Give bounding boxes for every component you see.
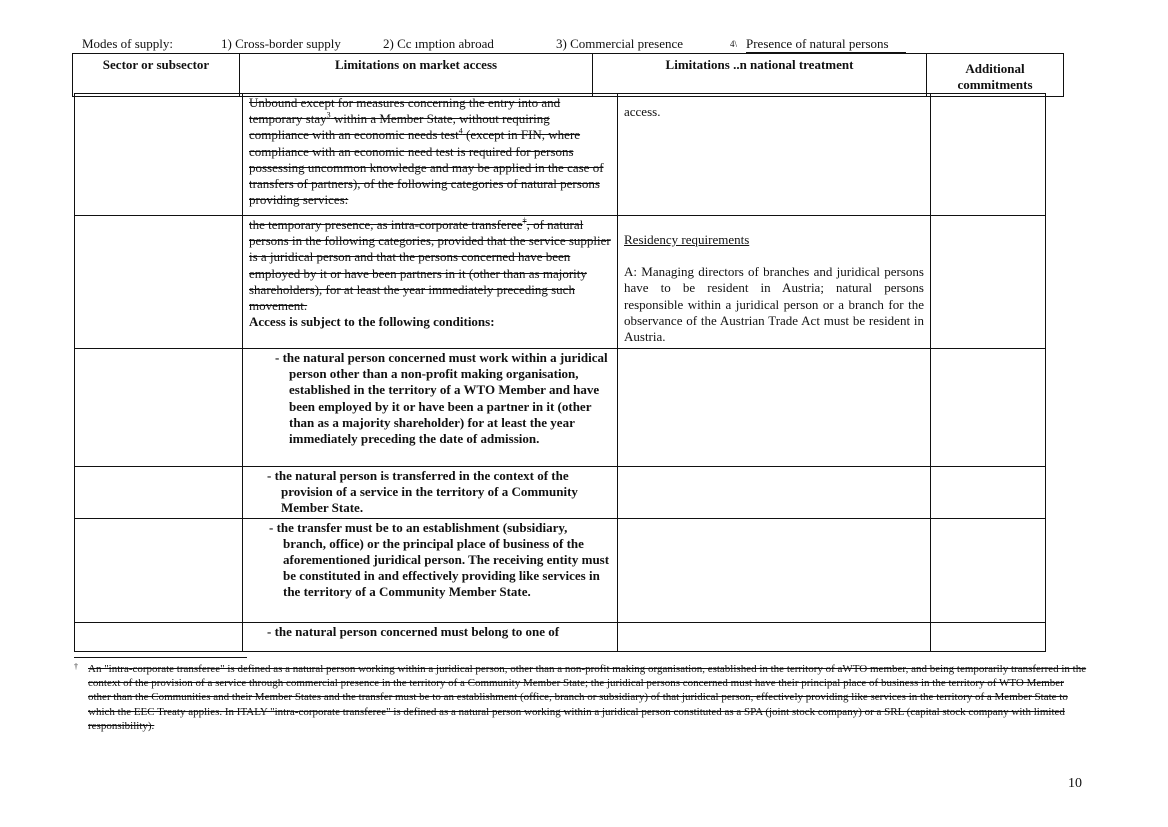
table-row <box>75 94 1046 216</box>
market-access-cell <box>243 349 618 467</box>
national-treatment-cell <box>618 349 931 467</box>
mode-4: Presence of natural persons <box>746 36 906 53</box>
sector-cell <box>75 467 243 519</box>
mode-4-number: 4\ <box>730 39 738 49</box>
sector-cell <box>75 216 243 349</box>
ma-text: (except in FIN, where compliance with an economic need test is required for persons possessing uncommon knowledge and may be applied in the case of transfers of partners), of the following categories of natural persons providing services: <box>249 127 604 208</box>
condition-item: - the natural person concerned must belong to one of <box>267 623 560 639</box>
header-additional: Additional commitments <box>927 54 1064 97</box>
table-row <box>75 349 1046 467</box>
footnote <box>74 662 1088 733</box>
mode-3: 3) Commercial presence <box>556 36 684 51</box>
footnote-mark: † <box>74 662 78 671</box>
sector-cell <box>75 94 243 216</box>
schedule-table <box>74 93 1046 652</box>
additional-cell <box>931 94 1046 216</box>
additional-cell <box>931 622 1046 651</box>
sector-cell <box>75 622 243 651</box>
national-treatment-cell: access. <box>618 94 931 216</box>
footnote-text: An "intra-corporate transferee" is defined as a natural person working within a juridical person, other than a non-profit making organisation, established in the territory of aWTO member, and being temporarily transferred in the context of the provision of a service through commercial presence in the territory of a Community Member State; the juridical persons concerned must have their principal place of business in the territory of WTO Member other than the Communities and their Member States and the transfer must be to an establishment (office, branch or subsidiary) of that juridical person, effectively providing like services in the territory of a Member State to which the EEC Treaty applies. In ITALY "intra-corporate transferee" is defined as a natural person working within a juridical person constituted as a SPA (joint stock company) or a SRL (capital stock company with limited responsibility). <box>88 663 1087 732</box>
market-access-cell <box>243 622 618 651</box>
condition-item: - the natural person concerned must work within a juridical person other than a non-profit making organisation, established in the territory of a WTO Member and have been employed by it or have been a partner in it (other than as a majority shareholder) for at least the year immediately preceding the date of admission. <box>275 350 608 447</box>
footnote-ref: 4 <box>458 127 463 137</box>
additional-cell <box>931 518 1046 622</box>
footnote-separator <box>74 657 247 658</box>
header-national-treatment: Limitations ..n national treatment <box>593 54 927 97</box>
table-row <box>75 467 1046 519</box>
market-access-cell <box>243 467 618 519</box>
national-treatment-cell <box>618 518 931 622</box>
national-treatment-cell <box>618 622 931 651</box>
ma-text: the temporary presence, as intra-corporate transferee <box>249 217 523 232</box>
table-row <box>75 216 1046 349</box>
header-market-access: Limitations on market access <box>240 54 593 97</box>
additional-cell <box>931 467 1046 519</box>
market-access-cell <box>243 216 618 349</box>
national-treatment-cell <box>618 467 931 519</box>
table-row <box>75 622 1046 651</box>
header-sector: Sector or subsector <box>73 54 240 97</box>
mode-1: 1) Cross-border supply <box>221 36 341 51</box>
page-number: 10 <box>1068 776 1082 791</box>
residency-heading: Residency requirements <box>624 232 750 247</box>
additional-cell <box>931 216 1046 349</box>
footnote-ref: 3 <box>326 110 331 120</box>
table-row <box>75 518 1046 622</box>
national-treatment-cell <box>618 216 931 349</box>
sector-cell <box>75 518 243 622</box>
condition-item: - the natural person is transferred in the context of the provision of a service in the territory of a Community Member State. <box>267 468 578 516</box>
condition-item: - the transfer must be to an establishment (subsidiary, branch, office) or the principal place of business of the aforementioned juridical person. The receiving entity must be constituted in and effectively providing like services in the territory of a Community Member State. <box>269 519 610 600</box>
ma-text: , of natural persons in the following categories, provided that the service supplier is a juridical person and that the persons concerned have been employed by it or have been partners in it (other than as majority shareholders), for at least the year immediately preceding such movement. <box>249 217 611 314</box>
footnote-ref: † <box>522 216 527 226</box>
market-access-cell <box>243 518 618 622</box>
ma-text: Unbound except for measures concerning the entry into and temporary stay <box>249 95 561 127</box>
conditions-heading: Access is subject to the following conditions: <box>249 314 495 330</box>
additional-cell <box>931 349 1046 467</box>
modes-label: Modes of supply: <box>82 36 173 51</box>
ma-text: within a Member State, without requiring compliance with an economic needs test <box>249 111 550 143</box>
residency-text: A: Managing directors of branches and juridical persons have to be resident in Austria; natural persons responsible within a juridical person or a branch for the observance of the Austrian Trade Act must be resident in Austria. <box>624 264 924 345</box>
mode-2: 2) Cc ımption abroad <box>383 36 494 51</box>
sector-cell <box>75 349 243 467</box>
market-access-cell <box>243 94 618 216</box>
header-table <box>72 53 1064 97</box>
